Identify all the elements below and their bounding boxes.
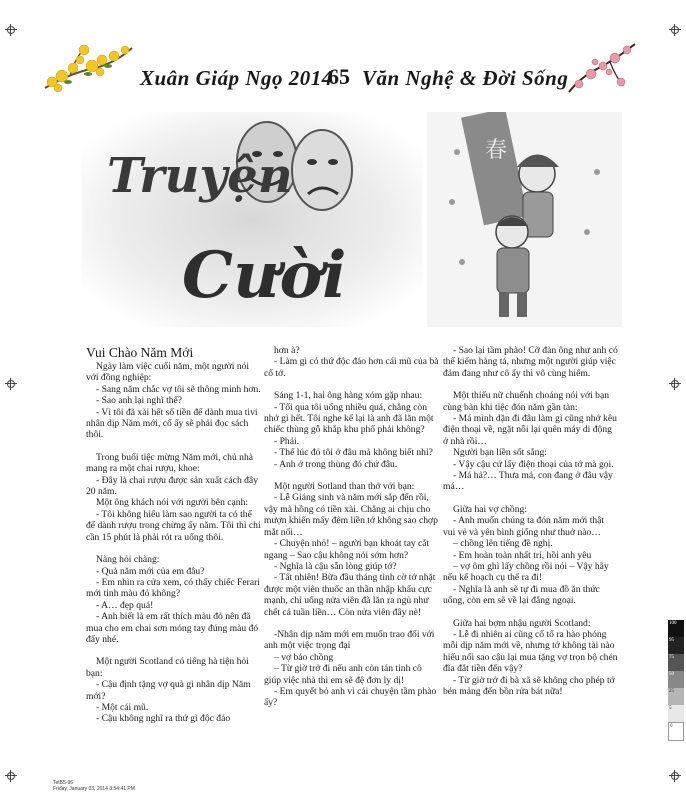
calibration-swatch: 5	[668, 705, 684, 722]
paragraph: - Sao anh lại nghĩ thế?	[96, 395, 183, 407]
paragraph: - Anh muốn chúng ta đón năm mới thật vui vẻ và yên bình giống như thuở nào…	[443, 515, 605, 538]
registration-mark-top-left	[5, 24, 17, 36]
page-number: 65	[328, 64, 350, 89]
registration-mark-bottom-left	[5, 770, 17, 782]
registration-mark-right	[669, 378, 681, 390]
paragraph: - Một cái mũ.	[96, 701, 149, 713]
registration-mark-top-right	[669, 24, 681, 36]
paragraph: - Nghĩa là cậu sẵn lòng giúp tớ?	[274, 560, 397, 572]
pink-cherry-blossom-icon	[565, 40, 640, 96]
paragraph-gap	[264, 618, 439, 629]
article-title: Vui Chào Năm Mới	[86, 345, 194, 360]
paragraph: - Vậy cậu cứ lấy điện thoại của tớ mà gọi.	[453, 458, 614, 470]
calibration-swatch: 25	[668, 688, 684, 705]
article-column-2	[264, 345, 439, 709]
calibration-swatch: 95	[668, 637, 684, 654]
paragraph: - Nghĩa là anh sẽ tự đi mua đồ ăn thức uống, còn em sẽ về lại đẳng ngoại.	[443, 583, 600, 607]
calibration-swatch: 75	[668, 654, 684, 671]
column-1-text	[86, 361, 261, 725]
slug-file-name: TetB5-96	[53, 780, 74, 786]
color-calibration-bar	[668, 620, 684, 741]
paragraph: – Từ giờ trở đi nếu anh còn tán tỉnh cô giúp việc nhà thì em sẽ đệ đơn ly dị!	[264, 663, 422, 686]
paragraph: - Em hoàn toàn nhất trí, hồi anh yêu	[453, 549, 592, 561]
paragraph: - Anh ở trong thùng đó chứ đâu.	[274, 458, 398, 470]
banner-title-word1: Truyện	[107, 148, 293, 204]
paragraph-gap	[443, 379, 618, 390]
paragraph: Nàng hỏi chàng:	[96, 554, 160, 566]
paragraph: - Cậu không nghĩ ra thứ gì độc đáo	[96, 713, 231, 725]
paragraph: - Anh biết là em rất thích màu đỏ nên đã mua cho em chai sơn móng tay đúng màu đó đấy nhé.	[86, 611, 259, 645]
paragraph: - Tối qua tôi uống nhiều quá, chẳng còn nhớ gì hết. Tôi nghe kể lại là anh đã lăn một chiếc thùng gỗ khắp khu phố phải không?	[264, 401, 434, 436]
paragraph: - Má mình dặn đi đâu làm gì cũng nhớ kêu điện thoại về, ngặt nỗi lại quên máy di động ở nhà rồi…	[443, 413, 617, 447]
paragraph: Giữa hai vợ chồng:	[453, 503, 527, 515]
paragraph: - Đây là chai rượu được sản xuất cách đây 20 năm.	[86, 474, 258, 498]
page-header	[0, 38, 686, 108]
paragraph: - Em quyết bỏ anh vì cái chuyện tầm phào ấy?	[264, 685, 437, 709]
paragraph: - Lễ Giáng sinh và năm mới sắp đến rồi, vậy mà hồng có tiền xài. Chẳng ai chịu cho mượn khiến mấy đêm liền tớ không sao chợp mắt nổi…	[264, 492, 438, 538]
calibration-swatch: 50	[668, 671, 684, 688]
paragraph: - Sang năm chắc vợ tôi sẽ thông minh hơn.	[96, 383, 261, 395]
paragraph: Một ông khách nói với người bên cạnh:	[96, 497, 249, 509]
paragraph: - Quà năm mới của em đâu?	[96, 565, 205, 577]
paragraph: -Nhân dịp năm mới em muốn trao đổi với anh một việc trọng đại	[264, 628, 435, 652]
paragraph: - Thế lúc đó tôi ở đâu mà không biết nhỉ?	[274, 447, 433, 459]
article-column-3	[443, 345, 618, 697]
paragraph: - Má hả?… Thưa má, con đang ở đâu vậy má…	[443, 470, 613, 493]
paragraph-gap	[86, 441, 261, 452]
paragraph: - Cậu định tặng vợ quà gì nhân dịp Năm mới?	[86, 679, 251, 702]
paragraph-gap	[86, 645, 261, 656]
paragraph: - Làm gì có thứ độc đáo hơn cái mũ của bà cố tớ.	[264, 356, 439, 379]
header-right-title: Văn Nghệ & Đời Sống	[362, 66, 569, 90]
calibration-swatch: 100	[668, 620, 684, 637]
paragraph: Một người Sotland than thở với bạn:	[274, 481, 415, 493]
paragraph: – vợ ôm ghì lấy chồng rồi nói – Vậy hãy nếu kể hoạch cụ thể ra đi!	[443, 560, 609, 584]
paragraph: Giữa hai bợm nhậu người Scotland:	[453, 617, 591, 629]
paragraph-gap	[264, 470, 439, 481]
paragraph: Người bạn liền sốt sắng:	[453, 447, 547, 459]
yellow-apricot-blossom-icon	[40, 38, 135, 96]
paragraph: – vợ báo chồng	[274, 651, 334, 663]
paragraph-gap	[86, 543, 261, 554]
paragraph: - Vì tôi đã xài hết số tiền để dành mua tivi nhân dịp Năm mới, cố ấy sẽ phải đọc sách thôi.	[86, 406, 258, 441]
registration-mark-bottom-right	[669, 770, 681, 782]
children-firecrackers-illustration	[427, 112, 622, 327]
paragraph: - Chuyện nhỏ! – người bạn khoát tay cắt ngang – Sao cậu không nói sớm hơn?	[264, 538, 430, 561]
truyen-cuoi-banner	[82, 112, 622, 327]
print-slug	[53, 780, 135, 792]
paragraph: - Từ giờ trở đi bà xã sẽ không cho phép tớ bén mảng đến bồn rửa bát nữa!	[443, 674, 615, 697]
svg-text:春: 春	[485, 138, 508, 163]
banner-title-word2: Cười	[182, 238, 347, 313]
article-column-1	[86, 345, 261, 725]
paragraph: - Tất nhiên! Bữa đầu tháng tình cờ tớ nhặt được một viên thuốc an thần nhập khẩu cực mạnh, chỉ uống nửa viên đã lăn ra ngủ như chết cả tuần liền… Còn nửa viên đây nè!	[264, 572, 436, 618]
paragraph: Ngày làm việc cuối năm, một người nói với đồng nghiệp:	[86, 361, 250, 384]
paragraph-gap	[443, 607, 618, 618]
paragraph: hơn à?	[274, 345, 300, 356]
paragraph: - Lễ đi nhiên ai cũng cố tổ ra hào phóng mỗi dịp năm mới về, nhưng tớ không tài nào hiểu nổi sao cậu lại mua tặng vợ trọn bộ chén đĩa đắt tiền đến vậy?	[443, 628, 618, 675]
paragraph: - Sao lại tầm phào! Cỡ đàn ông như anh có thể kiếm hàng tá, nhưng một người giúp việc đảm đang như cô ấy thì vô cùng hiếm.	[443, 345, 618, 379]
header-left-title: Xuân Giáp Ngọ 2014	[140, 66, 333, 90]
paragraph: - Phải.	[274, 435, 300, 447]
slug-timestamp: Friday, January 03, 2014 3:54:41 PM	[53, 786, 135, 792]
paragraph-gap	[443, 493, 618, 504]
paragraph-gap	[264, 379, 439, 390]
paragraph: – chồng lên tiếng đề nghị.	[453, 538, 553, 550]
paragraph: - A… đẹp quá!	[96, 599, 154, 611]
paragraph: Sáng 1-1, hai ông hàng xóm gặp nhau:	[274, 390, 423, 402]
column-3-text	[443, 345, 618, 697]
column-2-text	[264, 345, 439, 709]
paragraph: - Em nhìn ra cửa xem, có thấy chiếc Ferari mới tinh màu đỏ không?	[86, 576, 260, 600]
paragraph: Một người Scotland có tiếng hà tiện hỏi bạn:	[86, 656, 249, 679]
calibration-swatch: 0	[668, 722, 684, 741]
paragraph: - Tôi không hiểu làm sao người ta có thể để dành rượu trong chừng ấy năm. Tôi thì chỉ cần 15 phút là phải rót ra uống thôi.	[86, 508, 261, 543]
paragraph: Trong buổi tiệc mừng Năm mới, chủ nhà mang ra một chai rượu, khoe:	[86, 451, 254, 475]
paragraph: Một thiếu nữ chuếnh choáng nói với bạn cùng bàn khi tiệc đón năm gần tàn:	[443, 390, 610, 413]
registration-mark-left	[5, 378, 17, 390]
